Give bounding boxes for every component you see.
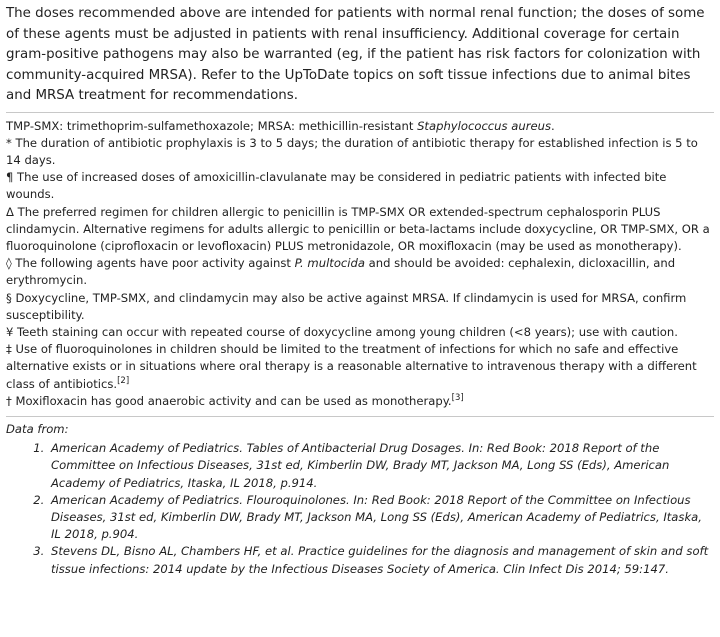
intro-paragraph: The doses recommended above are intended for patients with normal renal function; the doses of some of these agents must be adjusted in patients with renal insufficiency. Additional coverage for certain gram-positive pathogens may also be warranted (eg, if the patient has risk factors for colonization with community-acquired MRSA). Refer to the UpToDate topics on soft tissue infections due to animal bites and MRSA treatment for recommendations.: [6, 6, 705, 103]
reference-link-3[interactable]: [3]: [451, 392, 464, 403]
footnote-poor-activity-italic: P. multocida: [294, 256, 365, 271]
footnote-doxycycline: ¥ Teeth staining can occur with repeated course of doxycycline among young children (<8 years); use with caution.: [6, 324, 678, 339]
reference-item: 2. American Academy of Pediatrics. Flouroquinolones. In: Red Book: 2018 Report of the Committee on Infectious Diseases, 31st ed, Kimberlin DW, Brady MT, Jackson MA, Long SS (Eds), American Academy of Pediatrics, Itaska, IL 2018, p.904.: [48, 492, 714, 544]
reference-list: [6, 440, 714, 578]
abbreviations-text: TMP-SMX: trimethoprim-sulfamethoxazole; MRSA: methicillin-resistant: [6, 118, 418, 133]
reference-item: 1. American Academy of Pediatrics. Tables of Antibacterial Drug Dosages. In: Red Book: 2018 Report of the Committee on Infectious Diseases, 31st ed, Kimberlin DW, Brady MT, Jackson MA, Long SS (Eds), American Academy of Pediatrics, Itaska, IL 2018, p.914.: [48, 440, 714, 492]
footnotes: [6, 118, 714, 410]
footnote-moxifloxacin-text: † Moxifloxacin has good anaerobic activity and can be used as monotherapy.: [6, 393, 452, 408]
abbreviations-note: [6, 118, 714, 135]
footnote-poor-activity: [6, 255, 714, 289]
footnote-fluoroquinolones-text: ‡ Use of fluoroquinolones in children should be limited to the treatment of infections for which no safe and effective alternative exists or in situations where oral therapy is a reasonable alternative to intravenous therapy with a different class of antibiotics.: [6, 342, 697, 391]
top-divider: [6, 112, 714, 113]
abbreviations-italic: Staphylococcus aureus: [417, 118, 552, 133]
footnote-amoxicillin: ¶ The use of increased doses of amoxicillin-clavulanate may be considered in pediatric patients with infected bite wounds.: [6, 170, 667, 202]
data-from-heading: Data from:: [6, 421, 69, 436]
document-body: [6, 0, 714, 578]
footnote-penicillin-allergy: Δ The preferred regimen for children allergic to penicillin is TMP-SMX OR extended-spectrum cephalosporin PLUS clindamycin. Alternative regimens for adults allergic to penicillin or beta-lactams include doxycycline, OR TMP-SMX, OR a fluoroquinolone (ciprofloxacin or levofloxacin) PLUS metronidazole, OR moxifloxacin (may be used as monotherapy).: [6, 204, 710, 253]
reference-item: 3. Stevens DL, Bisno AL, Chambers HF, et al. Practice guidelines for the diagnosis and management of skin and soft tissue infections: 2014 update by the Infectious Diseases Society of America. Clin Infect Dis 2014; 59:147.: [48, 543, 714, 577]
footnote-duration: * The duration of antibiotic prophylaxis is 3 to 5 days; the duration of antibiotic therapy for established infection is 5 to 14 days.: [6, 135, 698, 167]
footnote-poor-activity-suffix: and should be avoided: cephalexin, dicloxacillin, and erythromycin.: [6, 256, 676, 288]
abbreviations-suffix: .: [551, 118, 555, 133]
footnote-mrsa: § Doxycycline, TMP-SMX, and clindamycin may also be active against MRSA. If clindamycin is used for MRSA, confirm susceptibility.: [6, 290, 687, 322]
footnote-moxifloxacin: [6, 393, 714, 410]
footnote-poor-activity-text: ◊ The following agents have poor activity against: [6, 256, 295, 271]
footnote-fluoroquinolones: [6, 341, 714, 393]
reference-link-2[interactable]: [2]: [117, 375, 130, 386]
bottom-divider: [6, 416, 714, 417]
